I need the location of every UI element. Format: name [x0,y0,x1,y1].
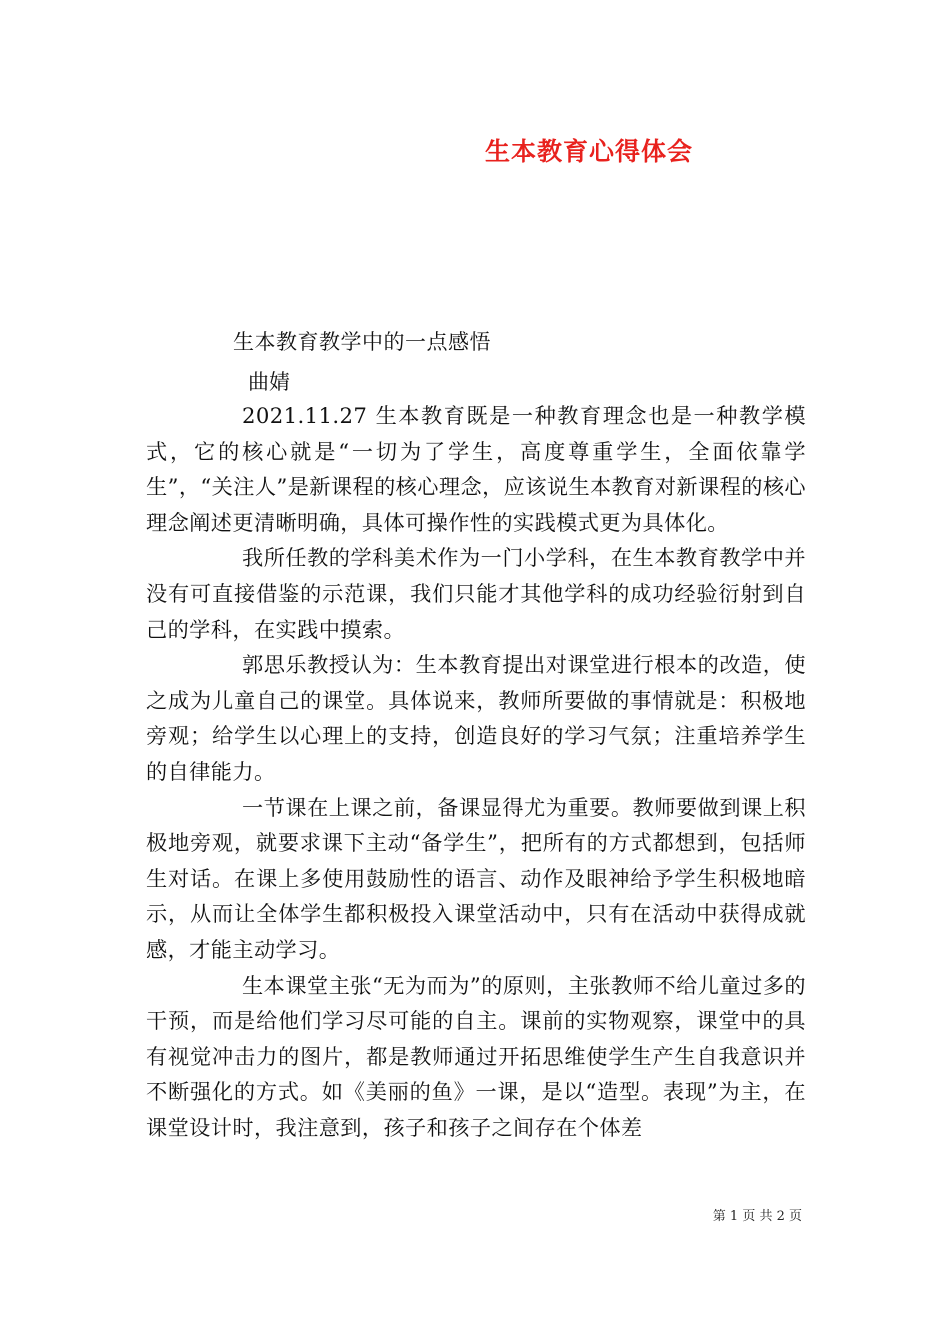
article-subtitle: 生本教育教学中的一点感悟 [233,330,491,354]
page-number-footer: 第 1 页 共 2 页 [712,1209,802,1224]
paragraph: 我所任教的学科美术作为一门小学科，在生本教育教学中并没有可直接借鉴的示范课，我们只能才其他学科的成功经验衍射到自己的学科，在实践中摸索。 [146,545,806,642]
paragraph: 2021.11.27 生本教育既是一种教育理念也是一种教学模式，它的核心就是“一切为了学生，高度尊重学生，全面依靠学生”，“关注人”是新课程的核心理念，应该说生本教育对新课程的核心理念阐述更清晰明确，具体可操作性的实践模式更为具体化。 [146,403,806,535]
paragraph: 一节课在上课之前，备课显得尤为重要。教师要做到课上积极地旁观，就要求课下主动“备学生”，把所有的方式都想到，包括师生对话。在课上多使用鼓励性的语言、动作及眼神给予学生积极地暗示，从而让全体学生都积极投入课堂活动中，只有在活动中获得成就感，才能主动学习。 [146,794,806,962]
paragraph: 郭思乐教授认为：生本教育提出对课堂进行根本的改造，使之成为儿童自己的课堂。具体说来，教师所要做的事情就是：积极地旁观；给学生以心理上的支持，创造良好的学习气氛；注重培养学生的自律能力。 [146,652,806,784]
author-name: 曲婧 [248,370,290,394]
paragraph: 生本课堂主张“无为而为”的原则，主张教师不给儿童过多的干预，而是给他们学习尽可能的自主。课前的实物观察，课堂中的具有视觉冲击力的图片，都是教师通过开拓思维使学生产生自我意识并不断强化的方式。如《美丽的鱼》一课，是以“造型。表现”为主，在课堂设计时，我注意到，孩子和孩子之间存在个体差 [146,972,806,1140]
document-title: 生本教育心得体会 [484,137,693,166]
article-body [146,398,806,1145]
